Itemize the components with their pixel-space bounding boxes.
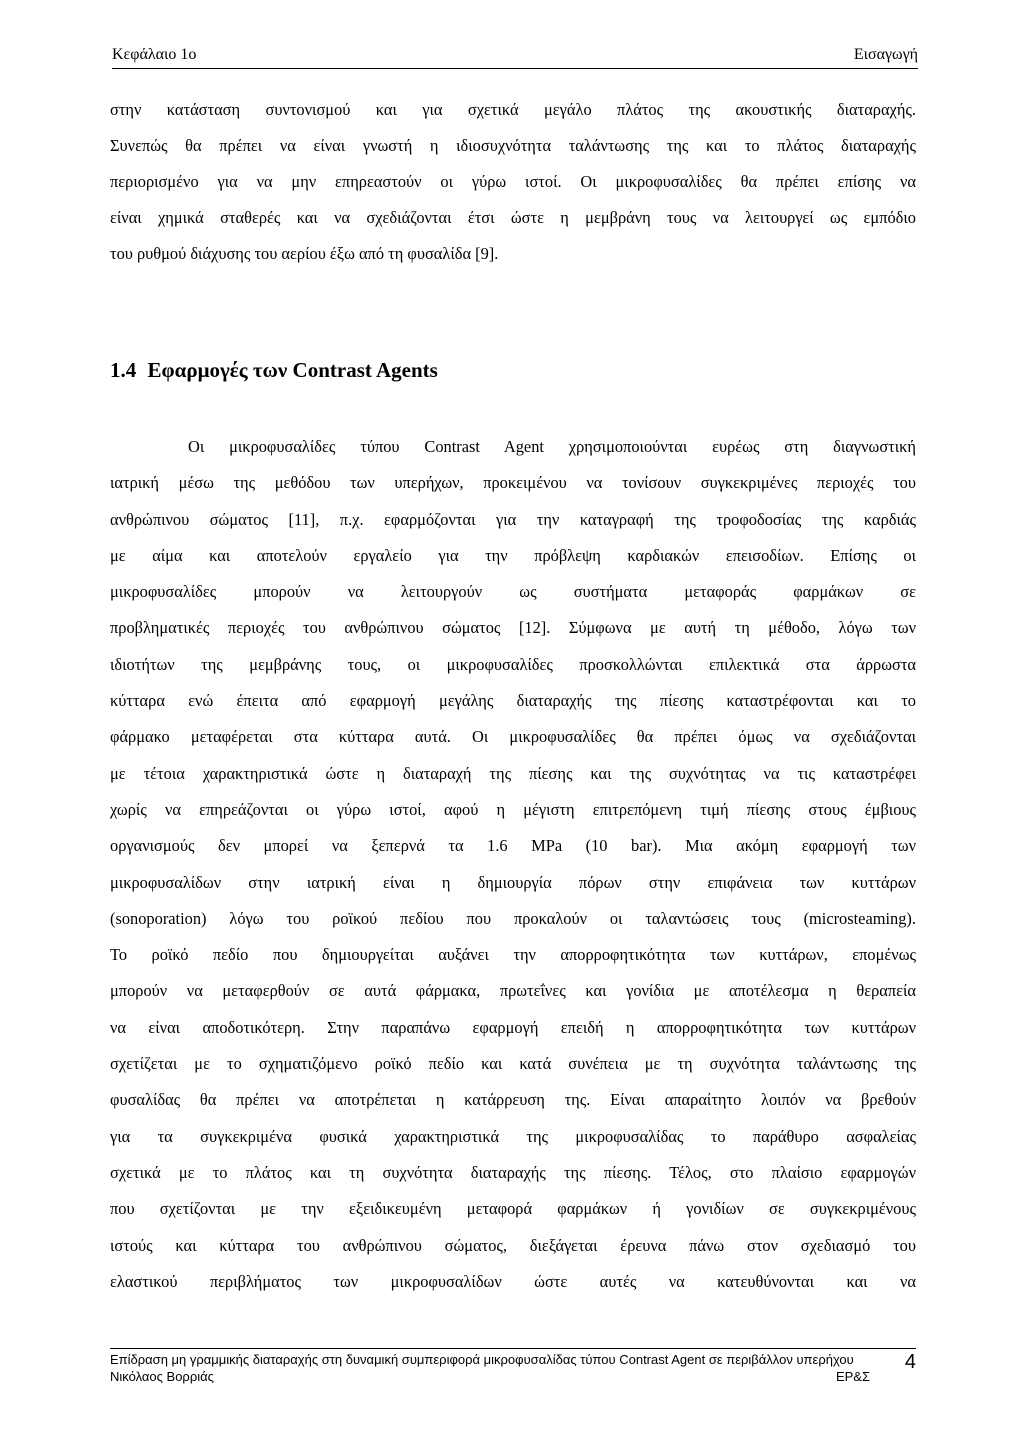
footer-author: Νικόλαος Βορριάς [110,1369,214,1384]
text-line: φυσαλίδας θα πρέπει να αποτρέπεται η κατάρρευση της. Είναι απαραίτητο λοιπόν να βρεθούν [110,1090,916,1110]
footer-thesis-title: Επίδραση μη γραμμικής διαταραχής στη δυναμική συμπεριφορά μικροφυσαλίδας τύπου Contrast Agent σε περιβάλλον υπερήχου [110,1352,854,1367]
text-line: ιστούς και κύτταρα του ανθρώπινου σώματος, διεξάγεται έρευνα πάνω στον σχεδιασμό του [110,1235,916,1255]
text-line: με τέτοια χαρακτηριστικά ώστε η διαταραχή της πίεσης και της συχνότητας να τις καταστρέφει [110,763,916,783]
text-line: σχετικά με το πλάτος και τη συχνότητα διαταραχής της πίεσης. Τέλος, στο πλαίσιο εφαρμογών [110,1162,916,1182]
header-section: Εισαγωγή [853,46,918,63]
text-line: ελαστικού περιβλήματος των μικροφυσαλίδων ώστε αυτές να κατευθύνονται και να [110,1271,916,1291]
text-line: του ρυθμού διάχυσης του αερίου έξω από τη φυσαλίδα [9]. [110,244,499,263]
text-line: στην κατάσταση συντονισμού και για σχετικά μεγάλο πλάτος της ακουστικής διαταραχής. [110,100,916,119]
page-number: 4 [904,1351,916,1373]
text-line: οργανισμούς δεν μπορεί να ξεπερνά τα 1.6 MPa (10 bar). Μια ακόμη εφαρμογή των [110,836,916,856]
intro-paragraph [110,100,916,280]
section-number: 1.4 [110,358,137,382]
text-line: Οι μικροφυσαλίδες τύπου Contrast Agent χρησιμοποιούνται ευρέως στη διαγνωστική [188,437,916,456]
text-line: μικροφυσαλίδες μπορούν να λειτουργούν ως συστήματα μεταφοράς φαρμάκων σε [110,582,916,602]
text-line: ανθρώπινου σώματος [11], π.χ. εφαρμόζονται για την καταγραφή της τροφοδοσίας της καρδιάς [110,509,916,529]
section-heading [110,358,438,383]
text-line: που σχετίζονται με την εξειδικευμένη μεταφορά φαρμάκων ή γονιδίων σε συγκεκριμένους [110,1199,916,1219]
text-line: ιδιοτήτων της μεμβράνης τους, οι μικροφυσαλίδες προσκολλώνται επιλεκτικά στα άρρωστα [110,654,916,674]
text-line: για τα συγκεκριμένα φυσικά χαρακτηριστικά της μικροφυσαλίδας το παράθυρο ασφαλείας [110,1126,916,1146]
text-line: περιορισμένο για να μην επηρεαστούν οι γύρω ιστοί. Οι μικροφυσαλίδες θα πρέπει επίσης να [110,172,916,191]
text-line: κύτταρα ενώ έπειτα από εφαρμογή μεγάλης διαταραχής της πίεσης καταστρέφονται και το [110,691,916,711]
text-line: χωρίς να επηρεάζονται οι γύρω ιστοί, αφού η μέγιστη επιτρεπόμενη τιμή πίεσης στους έμβιους [110,799,916,819]
text-line: να είναι αποδοτικότερη. Στην παραπάνω εφαρμογή επειδή η απορροφητικότητα των κυττάρων [110,1017,916,1037]
text-line: ιατρική μέσω της μεθόδου των υπερήχων, προκειμένου να τονίσουν συγκεκριμένες περιοχές του [110,473,916,493]
text-line: Το ροϊκό πεδίο που δημιουργείται αυξάνει την απορροφητικότητα των κυττάρων, επομένως [110,945,916,965]
text-line: μικροφυσαλίδων στην ιατρική είναι η δημιουργία πόρων στην επιφάνεια των κυττάρων [110,872,916,892]
header-chapter: Κεφάλαιο 1ο [112,46,197,63]
section-paragraph [110,437,916,1308]
text-line: Συνεπώς θα πρέπει να είναι γνωστή η ιδιοσυχνότητα ταλάντωσης της και το πλάτος διαταραχής [110,136,916,155]
section-title: Εφαρμογές των Contrast Agents [147,358,438,382]
text-line: είναι χημικά σταθερές και να σχεδιάζονται έτσι ώστε η μεμβράνη τους να λειτουργεί ως εμπόδιο [110,208,916,227]
text-line: προβληματικές περιοχές του ανθρώπινου σώματος [12]. Σύμφωνα με αυτή τη μέθοδο, λόγω των [110,618,916,638]
page-footer [110,1348,916,1386]
text-line: σχετίζεται με το σχηματιζόμενο ροϊκό πεδίο και κατά συνέπεια με τη συχνότητα ταλάντωσης της [110,1054,916,1074]
text-line: μπορούν να μεταφερθούν σε αυτά φάρμακα, πρωτεΐνες και γονίδια με αποτέλεσμα η θεραπεία [110,981,916,1001]
text-line: (sonoporation) λόγω του ροϊκού πεδίου που προκαλούν οι ταλαντώσεις τους (microsteaming). [110,908,916,928]
text-line: φάρμακο μεταφέρεται στα κύτταρα αυτά. Οι μικροφυσαλίδες θα πρέπει όμως να σχεδιάζονται [110,727,916,747]
page-header [112,46,918,69]
footer-department: ΕΡ&Σ [835,1369,870,1384]
text-line: με αίμα και αποτελούν εργαλείο για την πρόβλεψη καρδιακών επεισοδίων. Επίσης οι [110,545,916,565]
